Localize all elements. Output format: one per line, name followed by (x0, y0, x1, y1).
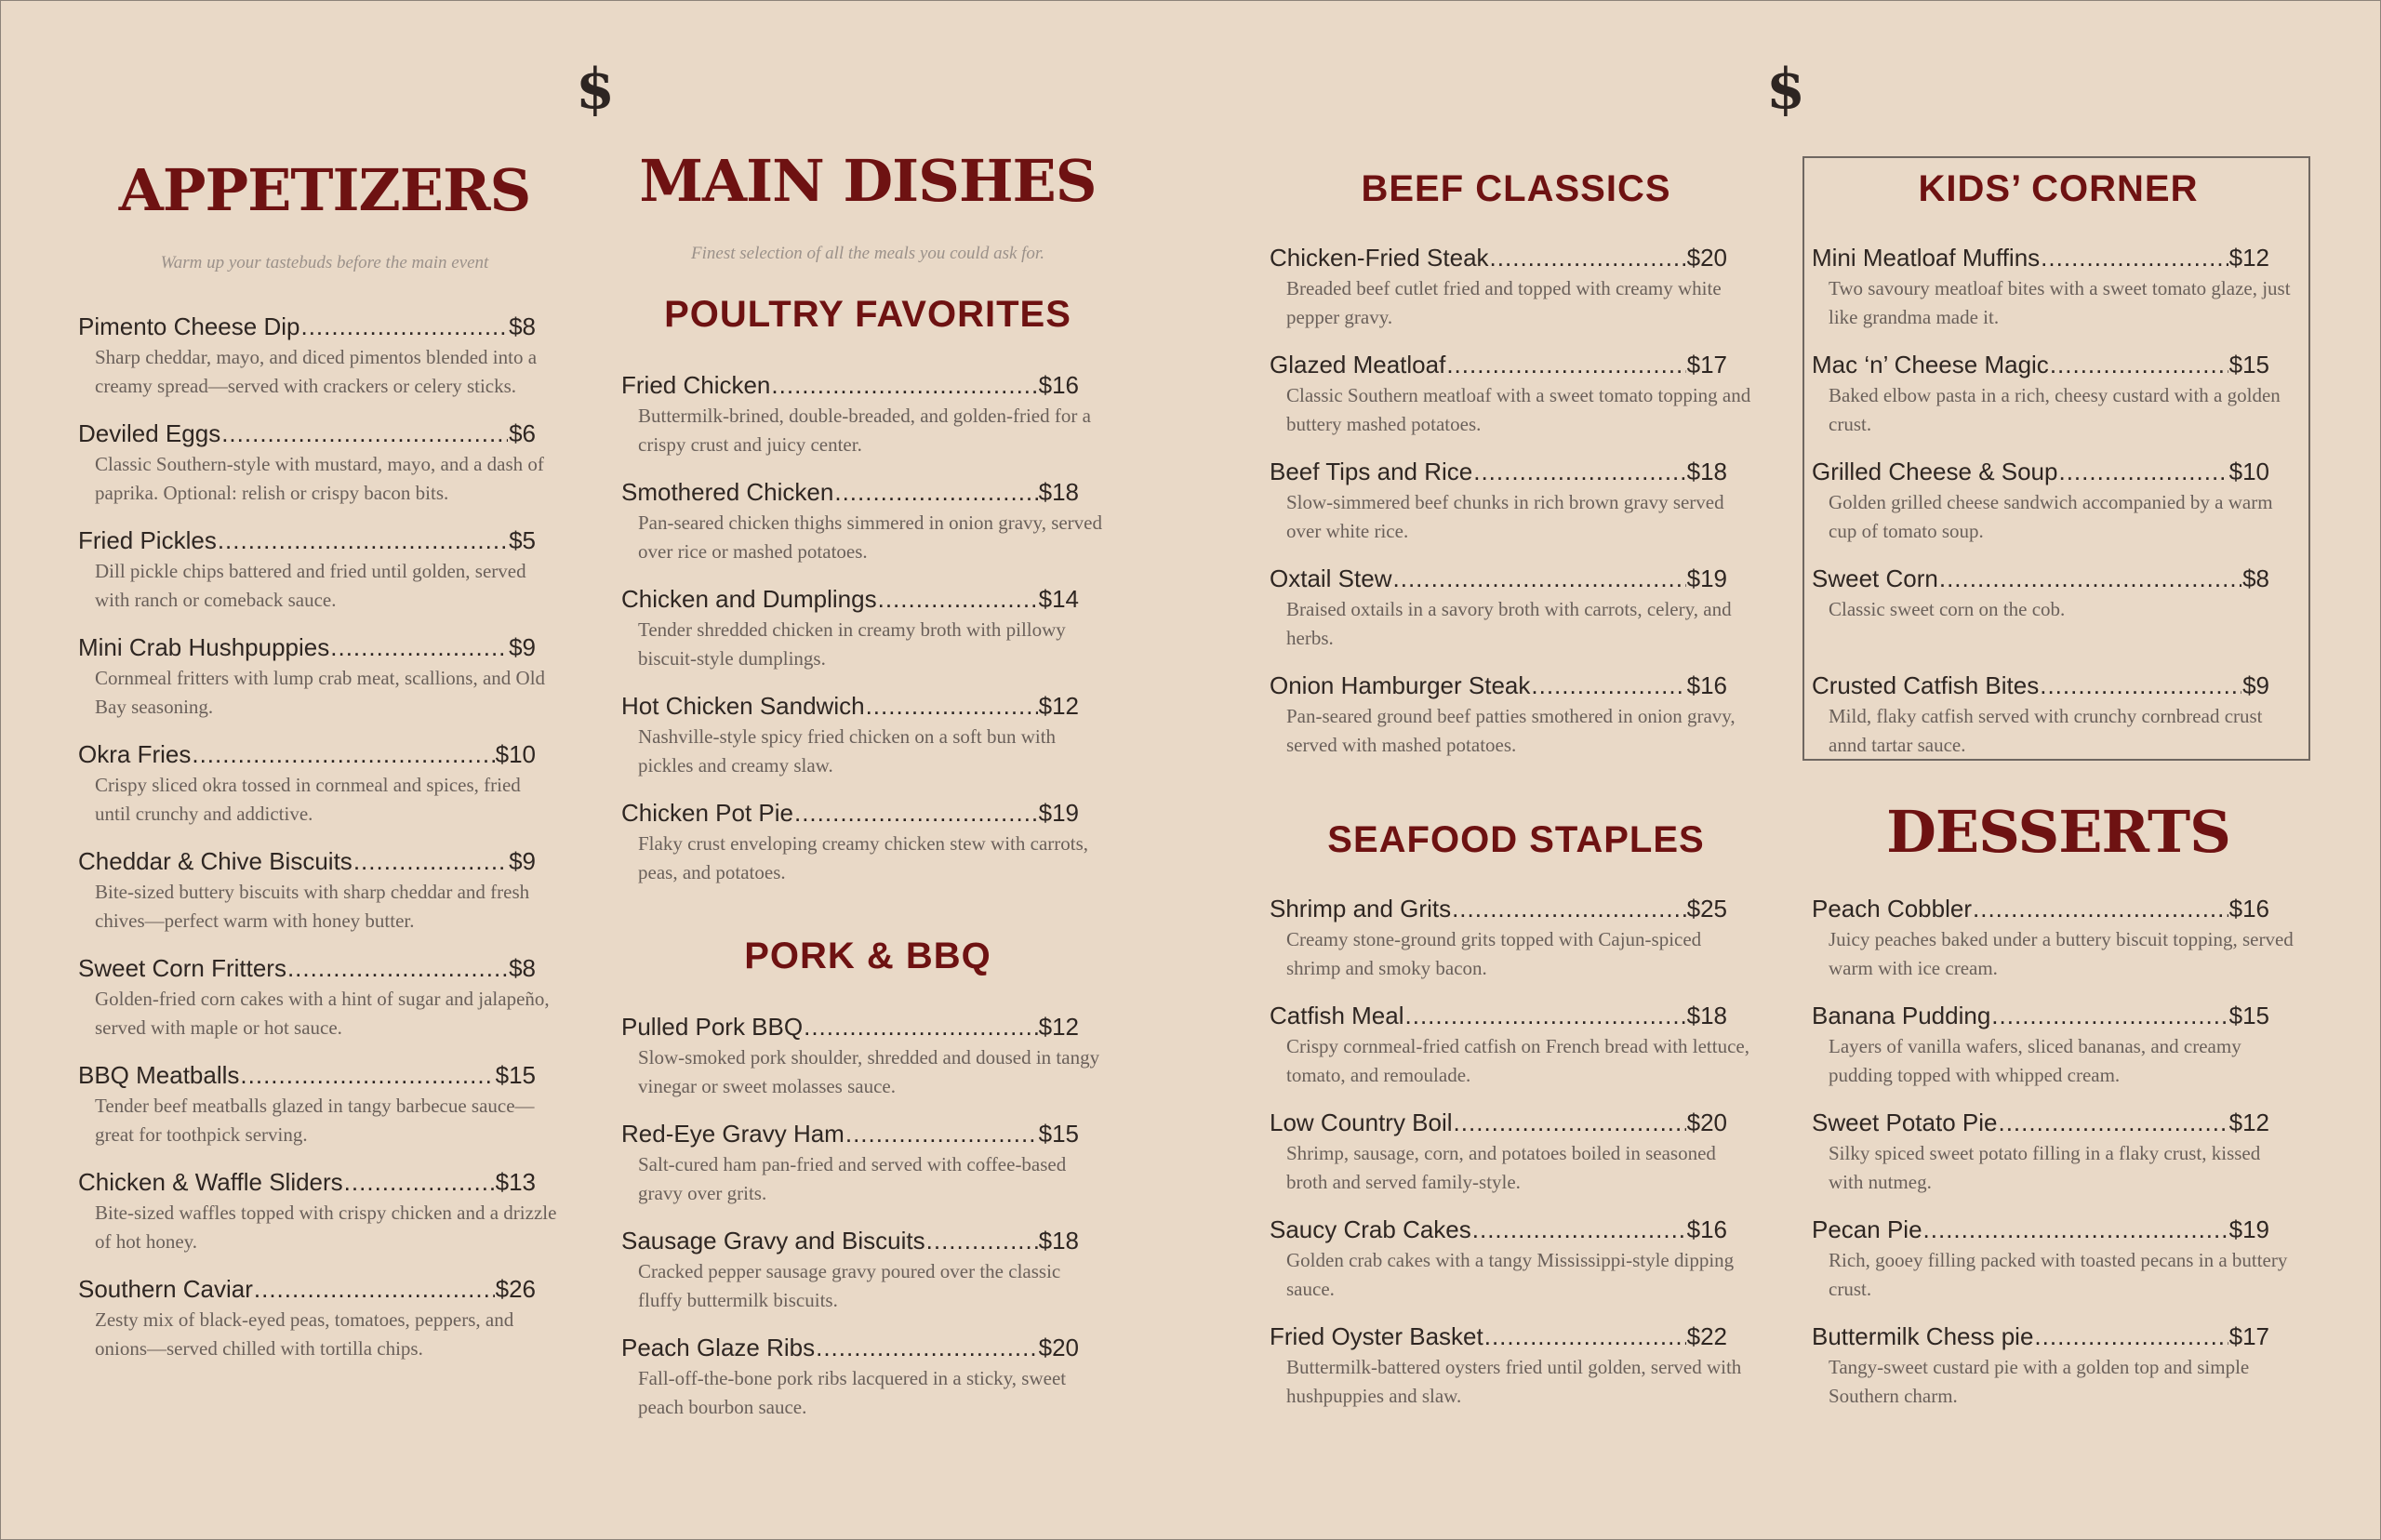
menu-item-header (1812, 895, 2269, 923)
dot-leader (1472, 1215, 1686, 1244)
menu-item-name: BBQ Meatballs (78, 1061, 240, 1089)
menu-item-header (1270, 1002, 1727, 1030)
menu-item-header (621, 371, 1079, 400)
menu-item-header (1812, 351, 2269, 379)
dot-leader (1454, 1109, 1686, 1137)
menu-item-description: Classic sweet corn on the cob. (1829, 598, 2066, 620)
menu-item (621, 371, 1114, 478)
menu-item (621, 1227, 1114, 1334)
menu-item-header (1270, 895, 1727, 923)
menu-item (78, 419, 571, 526)
menu-item-description: Golden-fried corn cakes with a hint of sugar and jalapeño, served with maple or hot sauce. (95, 988, 550, 1039)
menu-item-description: Mild, flaky catfish served with crunchy cornbread crust annd tartar sauce. (1829, 705, 2263, 756)
menu-item-name: Peach Cobbler (1812, 895, 1972, 923)
dot-leader (866, 692, 1038, 721)
menu-item-description: Classic Southern-style with mustard, mayo, and a dash of paprika. Optional: relish or crispy bacon bits. (95, 453, 544, 504)
menu-item-description: Crispy sliced okra tossed in cornmeal and spices, fried until crunchy and addictive. (95, 774, 521, 825)
dot-leader (2034, 1322, 2228, 1351)
dot-leader (221, 419, 508, 448)
menu-item-header (78, 526, 536, 555)
pork-list (621, 1013, 1114, 1440)
menu-item-price: $18 (1038, 1227, 1079, 1255)
menu-item-price: $14 (1038, 585, 1079, 613)
menu-item (1812, 564, 2305, 671)
dot-leader (240, 1061, 494, 1090)
dot-leader (1490, 244, 1686, 272)
menu-item-description: Juicy peaches baked under a buttery biscuit topping, served warm with ice cream. (1829, 928, 2294, 979)
menu-item-description: Creamy stone-ground grits topped with Cajun-spiced shrimp and smoky bacon. (1286, 928, 1702, 979)
dot-leader (287, 954, 508, 983)
menu-item-description: Nashville-style spicy fried chicken on a soft bun with pickles and creamy slaw. (638, 725, 1057, 777)
menu-item (621, 478, 1114, 585)
menu-item-price: $19 (1686, 564, 1727, 592)
menu-item-header (621, 1120, 1079, 1148)
dot-leader (353, 847, 508, 876)
dot-leader (1452, 895, 1686, 923)
menu-item-name: Beef Tips and Rice (1270, 458, 1473, 485)
seafood-title: SEAFOOD STAPLES (1327, 819, 1705, 860)
menu-item-description: Tangy-sweet custard pie with a golden top and simple Southern charm. (1829, 1356, 2250, 1407)
menu-item (1270, 351, 1762, 458)
menu-item-price: $12 (2228, 244, 2269, 272)
dot-leader (254, 1275, 495, 1304)
appetizers-title: APPETIZERS (118, 156, 531, 224)
menu-item-name: Cheddar & Chive Biscuits (78, 847, 352, 875)
menu-item-description: Buttermilk-battered oysters fried until golden, served with hushpuppies and slaw. (1286, 1356, 1742, 1407)
menu-item-name: Southern Caviar (78, 1275, 253, 1303)
menu-item-header (1812, 564, 2269, 593)
menu-item-name: Fried Pickles (78, 526, 217, 554)
menu-item-name: Sausage Gravy and Biscuits (621, 1227, 925, 1255)
menu-item-header (78, 740, 536, 769)
menu-item-description: Cornmeal fritters with lump crab meat, scallions, and Old Bay seasoning. (95, 667, 546, 718)
dot-leader (794, 799, 1038, 828)
menu-item-header (1270, 1109, 1727, 1137)
menu-item-price: $18 (1038, 478, 1079, 506)
menu-item-price: $22 (1686, 1322, 1727, 1350)
beef-title: BEEF CLASSICS (1361, 168, 1671, 209)
menu-item-price: $20 (1038, 1334, 1079, 1361)
menu-item (1270, 564, 1762, 671)
desserts-list (1812, 895, 2305, 1429)
menu-item-description: Baked elbow pasta in a rich, cheesy custard with a golden crust. (1829, 384, 2281, 435)
menu-item-name: Fried Chicken (621, 371, 771, 399)
menu-item-name: Sweet Corn (1812, 564, 1938, 592)
menu-item-price: $8 (509, 954, 536, 982)
dot-leader (300, 312, 508, 341)
menu-item (1812, 671, 2305, 778)
menu-item-description: Classic Southern meatloaf with a sweet tomato topping and buttery mashed potatoes. (1286, 384, 1751, 435)
menu-item-description: Shrimp, sausage, corn, and potatoes boiled in seasoned broth and served family-style. (1286, 1142, 1716, 1193)
menu-item-price: $16 (1686, 1215, 1727, 1243)
menu-item-header (621, 478, 1079, 507)
menu-item-price: $10 (495, 740, 536, 768)
appetizers-list (78, 312, 571, 1382)
menu-item (78, 847, 571, 954)
menu-item-description: Buttermilk-brined, double-breaded, and golden-fried for a crispy crust and juicy center. (638, 405, 1091, 456)
menu-item (78, 740, 571, 847)
menu-item (1812, 1002, 2305, 1109)
menu-item-description: Flaky crust enveloping creamy chicken stew with carrots, peas, and potatoes. (638, 832, 1089, 883)
dot-leader (771, 371, 1037, 400)
dot-leader (878, 585, 1038, 614)
menu-item-name: Glazed Meatloaf (1270, 351, 1446, 378)
menu-item-price: $8 (2242, 564, 2269, 592)
kids-title: KIDS’ CORNER (1918, 168, 2199, 209)
menu-item-name: Hot Chicken Sandwich (621, 692, 865, 720)
menu-item (1270, 458, 1762, 564)
menu-item-price: $18 (1686, 458, 1727, 485)
menu-item (1270, 1322, 1762, 1429)
menu-item (78, 526, 571, 633)
menu-item-name: Pulled Pork BBQ (621, 1013, 804, 1041)
menu-item-name: Oxtail Stew (1270, 564, 1392, 592)
menu-item (1270, 244, 1762, 351)
menu-item-price: $13 (495, 1168, 536, 1196)
menu-item-header (78, 312, 536, 341)
appetizers-tagline: Warm up your tastebuds before the main event (160, 253, 489, 272)
dot-leader (1473, 458, 1685, 486)
menu-item-price: $17 (1686, 351, 1727, 378)
menu-item-name: Chicken & Waffle Sliders (78, 1168, 343, 1196)
menu-item-name: Red-Eye Gravy Ham (621, 1120, 845, 1148)
menu-item-price: $8 (509, 312, 536, 340)
menu-item-name: Okra Fries (78, 740, 192, 768)
dot-leader (2041, 244, 2228, 272)
menu-item-header (1270, 458, 1727, 486)
dot-leader (330, 633, 508, 662)
menu-item (621, 585, 1114, 692)
desserts-title: DESSERTS (1886, 798, 2230, 866)
menu-item-header (621, 1334, 1079, 1362)
menu-item-name: Saucy Crab Cakes (1270, 1215, 1471, 1243)
menu-item (78, 312, 571, 419)
menu-item-name: Chicken Pot Pie (621, 799, 793, 827)
menu-item-description: Bite-sized waffles topped with crispy chicken and a drizzle of hot honey. (95, 1201, 557, 1253)
menu-item-name: Grilled Cheese & Soup (1812, 458, 2058, 485)
menu-item-description: Salt-cured ham pan-fried and served with coffee-based gravy over grits. (638, 1153, 1067, 1204)
menu-item-description: Crispy cornmeal-fried catfish on French bread with lettuce, tomato, and remoulade. (1286, 1035, 1749, 1086)
menu-item-description: Layers of vanilla wafers, sliced bananas, and creamy pudding topped with whipped cream. (1829, 1035, 2241, 1086)
main-dishes-tagline: Finest selection of all the meals you could ask for. (691, 244, 1044, 263)
poultry-title: POULTRY FAVORITES (664, 294, 1071, 335)
menu-item-price: $10 (2228, 458, 2269, 485)
menu-item-name: Low Country Boil (1270, 1109, 1453, 1136)
seafood-list (1270, 895, 1762, 1429)
menu-item-header (621, 1013, 1079, 1042)
menu-item (1270, 1109, 1762, 1215)
dot-leader (1405, 1002, 1686, 1030)
menu-item (1812, 1109, 2305, 1215)
menu-item-price: $25 (1686, 895, 1727, 923)
dollar-logo-icon-right: $ (1766, 57, 1805, 122)
menu-item-name: Smothered Chicken (621, 478, 834, 506)
menu-item-description: Bite-sized buttery biscuits with sharp cheddar and fresh chives—perfect warm with honey butter. (95, 881, 530, 932)
menu-item-header (1812, 1215, 2269, 1244)
dot-leader (1998, 1109, 2228, 1137)
menu-item (1812, 351, 2305, 458)
menu-item-header (621, 585, 1079, 614)
menu-item-price: $15 (2228, 1002, 2269, 1029)
dot-leader (1973, 895, 2228, 923)
menu-item-description: Dill pickle chips battered and fried until golden, served with ranch or comeback sauce. (95, 560, 526, 611)
menu-item (1270, 671, 1762, 778)
menu-item-header (78, 1168, 536, 1197)
menu-item-description: Braised oxtails in a savory broth with carrots, celery, and herbs. (1286, 598, 1732, 649)
menu-item-header (1812, 1109, 2269, 1137)
menu-item-price: $26 (495, 1275, 536, 1303)
poultry-list (621, 371, 1114, 906)
menu-item-header (1270, 351, 1727, 379)
menu-item-price: $15 (2228, 351, 2269, 378)
dot-leader (1531, 671, 1685, 700)
menu-item-description: Pan-seared ground beef patties smothered in onion gravy, served with mashed potatoes. (1286, 705, 1736, 756)
menu-item (78, 633, 571, 740)
menu-item-price: $16 (1038, 371, 1079, 399)
menu-item-description: Slow-simmered beef chunks in rich brown gravy served over white rice. (1286, 491, 1724, 542)
menu-item-price: $19 (1038, 799, 1079, 827)
menu-item-name: Mini Meatloaf Muffins (1812, 244, 2041, 272)
menu-item-header (1270, 244, 1727, 272)
menu-item-name: Mac ‘n’ Cheese Magic (1812, 351, 2049, 378)
menu-item (78, 954, 571, 1061)
menu-item-price: $12 (2228, 1109, 2269, 1136)
dot-leader (1939, 564, 2241, 593)
menu-item-header (78, 1061, 536, 1090)
menu-item-name: Pimento Cheese Dip (78, 312, 300, 340)
menu-item (1812, 1215, 2305, 1322)
dollar-logo-icon-left: $ (576, 57, 615, 122)
menu-item-header (1812, 671, 2269, 700)
dot-leader (1393, 564, 1686, 593)
menu-item-description: Rich, gooey filling packed with toasted pecans in a buttery crust. (1829, 1249, 2288, 1300)
dot-leader (926, 1227, 1038, 1255)
menu-item (78, 1275, 571, 1382)
menu-item-header (78, 633, 536, 662)
dot-leader (1923, 1215, 2228, 1244)
menu-item-description: Slow-smoked pork shoulder, shredded and doused in tangy vinegar or sweet molasses sauce. (638, 1046, 1100, 1097)
menu-item-price: $16 (2228, 895, 2269, 923)
menu-item-name: Chicken-Fried Steak (1270, 244, 1489, 272)
menu-item-description: Sharp cheddar, mayo, and diced pimentos blended into a creamy spread—served with crackers or celery sticks. (95, 346, 538, 397)
menu-item-header (1270, 1215, 1727, 1244)
menu-item-name: Banana Pudding (1812, 1002, 1991, 1029)
menu-item-header (1270, 564, 1727, 593)
menu-item-name: Peach Glaze Ribs (621, 1334, 816, 1361)
menu-item (1270, 1002, 1762, 1109)
menu-item (1270, 1215, 1762, 1322)
menu-item (1812, 244, 2305, 351)
menu-item-price: $9 (2242, 671, 2269, 699)
menu-item-price: $15 (495, 1061, 536, 1089)
menu-item-name: Deviled Eggs (78, 419, 221, 447)
menu-item-price: $18 (1686, 1002, 1727, 1029)
menu-item-header (1812, 1322, 2269, 1351)
menu-item-description: Two savoury meatloaf bites with a sweet tomato glaze, just like grandma made it. (1829, 277, 2291, 328)
menu-item-header (621, 1227, 1079, 1255)
menu-item-price: $20 (1686, 1109, 1727, 1136)
menu-item-header (78, 1275, 536, 1304)
menu-item-name: Onion Hamburger Steak (1270, 671, 1531, 699)
menu-item-description: Silky spiced sweet potato filling in a flaky crust, kissed with nutmeg. (1829, 1142, 2261, 1193)
menu-item-header (1812, 458, 2269, 486)
menu-item-description: Zesty mix of black-eyed peas, tomatoes, peppers, and onions—served chilled with tortilla chips. (95, 1308, 514, 1360)
menu-item-price: $17 (2228, 1322, 2269, 1350)
menu-item-name: Sweet Potato Pie (1812, 1109, 1998, 1136)
menu-item-price: $6 (509, 419, 536, 447)
menu-item-name: Pecan Pie (1812, 1215, 1922, 1243)
menu-item-price: $12 (1038, 692, 1079, 720)
beef-list (1270, 244, 1762, 778)
menu-item-price: $5 (509, 526, 536, 554)
menu-item-name: Chicken and Dumplings (621, 585, 877, 613)
menu-item-description: Golden crab cakes with a tangy Mississippi-style dipping sauce. (1286, 1249, 1735, 1300)
kids-list (1812, 244, 2305, 778)
menu-item-name: Shrimp and Grits (1270, 895, 1452, 923)
dot-leader (834, 478, 1037, 507)
menu-item-price: $19 (2228, 1215, 2269, 1243)
dot-leader (192, 740, 494, 769)
menu-item-price: $12 (1038, 1013, 1079, 1041)
menu-item-name: Fried Oyster Basket (1270, 1322, 1483, 1350)
menu-item-header (78, 847, 536, 876)
dot-leader (2050, 351, 2228, 379)
menu-item-header (621, 799, 1079, 828)
menu-item-description: Breaded beef cutlet fried and topped with creamy white pepper gravy. (1286, 277, 1722, 328)
dot-leader (218, 526, 508, 555)
menu-item-description: Pan-seared chicken thighs simmered in onion gravy, served over rice or mashed potatoes. (638, 511, 1102, 563)
menu-item-name: Crusted Catfish Bites (1812, 671, 2040, 699)
menu-item-header (1812, 1002, 2269, 1030)
menu-item-name: Sweet Corn Fritters (78, 954, 286, 982)
menu-item-header (78, 419, 536, 448)
dot-leader (804, 1013, 1038, 1042)
dot-leader (2040, 671, 2241, 700)
menu-item-header (1812, 244, 2269, 272)
main-dishes-title: MAIN DISHES (639, 147, 1097, 215)
menu-item (1812, 1322, 2305, 1429)
menu-item-description: Tender shredded chicken in creamy broth with pillowy biscuit-style dumplings. (638, 618, 1066, 670)
menu-item-price: $15 (1038, 1120, 1079, 1148)
menu-item-description: Golden grilled cheese sandwich accompanied by a warm cup of tomato soup. (1829, 491, 2273, 542)
dot-leader (816, 1334, 1038, 1362)
menu-item-price: $16 (1686, 671, 1727, 699)
menu-item (78, 1061, 571, 1168)
menu-item (621, 1120, 1114, 1227)
menu-item-description: Cracked pepper sausage gravy poured over the classic fluffy buttermilk biscuits. (638, 1260, 1061, 1311)
menu-item-header (1270, 1322, 1727, 1351)
pork-title: PORK & BBQ (744, 936, 991, 976)
menu-item (1812, 458, 2305, 564)
dot-leader (2058, 458, 2228, 486)
menu-item (78, 1168, 571, 1275)
dot-leader (1991, 1002, 2228, 1030)
menu-item (621, 1013, 1114, 1120)
menu-item-price: $9 (509, 847, 536, 875)
dot-leader (344, 1168, 495, 1197)
menu-item-price: $9 (509, 633, 536, 661)
menu-item-header (1270, 671, 1727, 700)
menu-item (621, 692, 1114, 799)
menu-item-name: Mini Crab Hushpuppies (78, 633, 330, 661)
menu-item (621, 1334, 1114, 1440)
menu-item-name: Catfish Meal (1270, 1002, 1404, 1029)
menu-item-header (78, 954, 536, 983)
menu-item-header (621, 692, 1079, 721)
menu-item (1270, 895, 1762, 1002)
dot-leader (1446, 351, 1685, 379)
menu-item (621, 799, 1114, 906)
menu-item (1812, 895, 2305, 1002)
menu-item-description: Fall-off-the-bone pork ribs lacquered in a sticky, sweet peach bourbon sauce. (638, 1367, 1067, 1418)
dot-leader (1484, 1322, 1686, 1351)
menu-item-name: Buttermilk Chess pie (1812, 1322, 2034, 1350)
menu-item-price: $20 (1686, 244, 1727, 272)
menu-item-description: Tender beef meatballs glazed in tangy barbecue sauce—great for toothpick serving. (95, 1095, 535, 1146)
dot-leader (845, 1120, 1038, 1148)
